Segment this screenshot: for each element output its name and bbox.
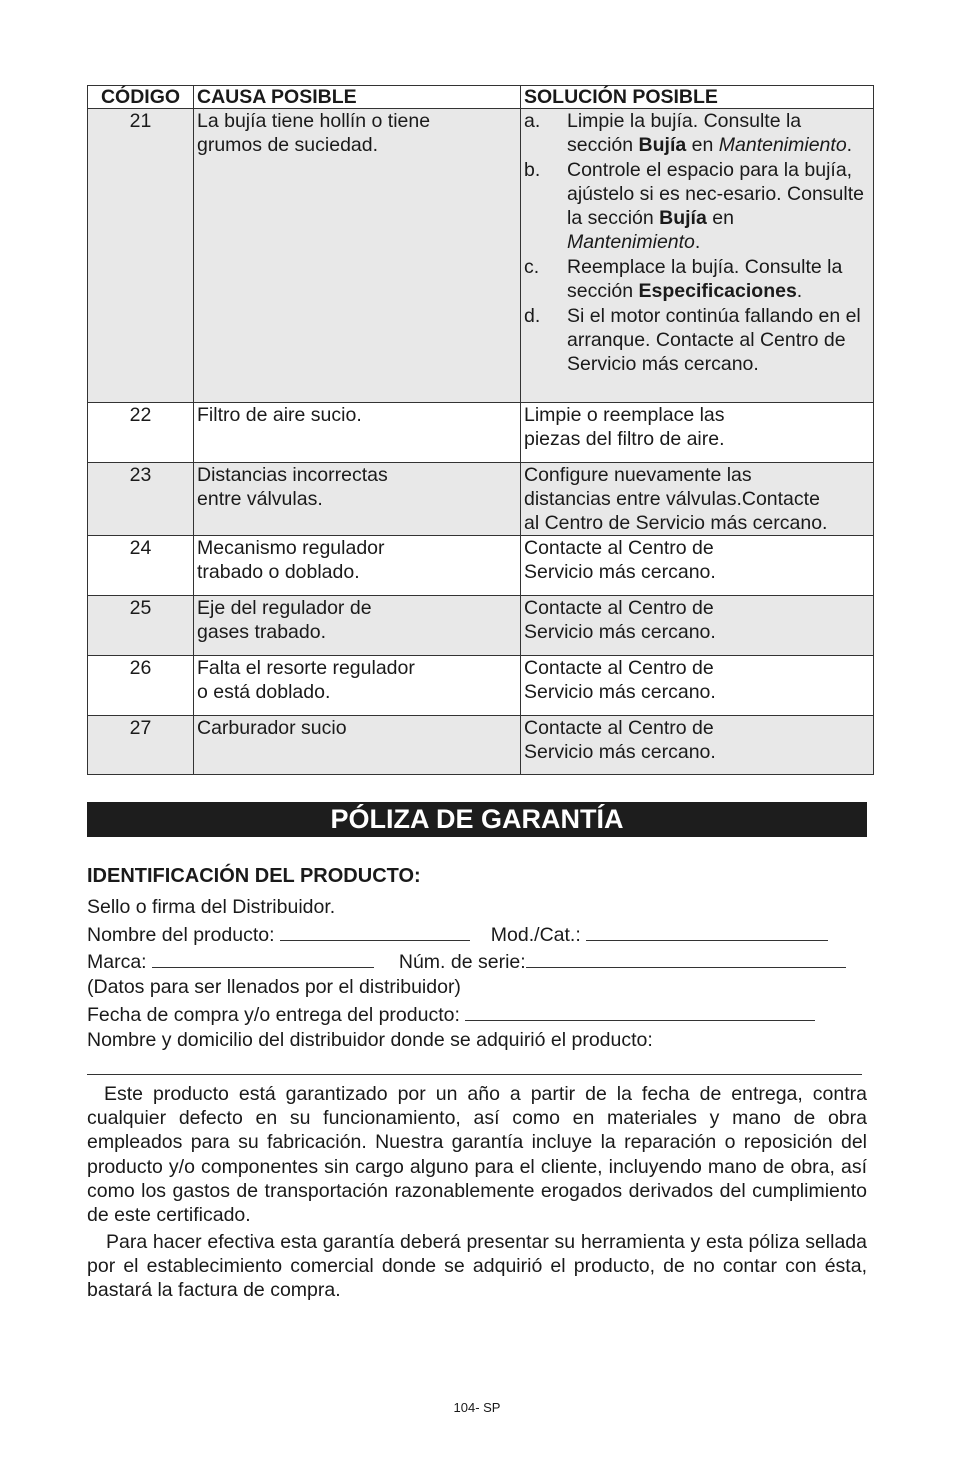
brand-field[interactable] xyxy=(152,949,374,968)
row-cause xyxy=(194,463,521,536)
brand-label: Marca: xyxy=(87,951,147,973)
cause-line: La bujía tiene hollín o tiene xyxy=(197,110,431,132)
serial-field[interactable] xyxy=(526,949,846,968)
solution-letter: c. xyxy=(524,256,540,278)
cause-line: o está doblado. xyxy=(197,681,331,703)
solution-line: distancias entre válvulas.Contacte xyxy=(524,488,820,510)
row-code: 27 xyxy=(88,716,194,775)
product-id-heading: IDENTIFICACIÓN DEL PRODUCTO: xyxy=(87,865,421,887)
row-cause xyxy=(194,536,521,596)
row-cause xyxy=(194,656,521,716)
solution-bold: Bujía xyxy=(638,134,687,156)
serial-label: Núm. de serie: xyxy=(398,951,526,973)
cause-line: Falta el resorte regulador xyxy=(197,657,415,679)
model-label: Mod./Cat.: xyxy=(490,924,581,946)
row-cause xyxy=(194,403,521,463)
solution-text-part: Reemplace la bujía. Consulte la sección xyxy=(567,256,843,302)
solution-item xyxy=(524,158,870,254)
row-code: 25 xyxy=(88,596,194,656)
solution-text-part: en xyxy=(706,207,734,229)
table-row xyxy=(88,596,874,656)
table-row xyxy=(88,656,874,716)
product-name-label: Nombre del producto: xyxy=(87,924,275,946)
model-field[interactable] xyxy=(586,922,828,941)
row-cause xyxy=(194,596,521,656)
solution-item xyxy=(524,109,870,157)
purchase-date-field[interactable] xyxy=(465,1002,815,1021)
dealer-field[interactable] xyxy=(87,1074,862,1075)
solution-text xyxy=(567,158,870,254)
solution-text: Si el motor continúa fallando en el arranque. Contacte al Centro de Servicio más cercano. xyxy=(567,305,861,375)
cause-line: gases trabado. xyxy=(197,621,327,643)
dealer-line xyxy=(87,1028,862,1052)
solution-line: Servicio más cercano. xyxy=(524,741,716,763)
solution-text xyxy=(567,109,870,157)
solution-line: al Centro de Servicio más cercano. xyxy=(524,512,828,534)
solution-text-part: . xyxy=(796,280,803,302)
dealer-label: Nombre y domicilio del distribuidor donde se adquirió el producto: xyxy=(87,1029,653,1051)
product-name-field[interactable] xyxy=(280,922,470,941)
row-code: 24 xyxy=(88,536,194,596)
table-row xyxy=(88,109,874,403)
solution-item xyxy=(524,255,870,303)
row-solution xyxy=(521,463,874,536)
solution-text xyxy=(567,255,870,303)
row-solution xyxy=(521,536,874,596)
row-cause xyxy=(194,716,521,775)
solution-line: Servicio más cercano. xyxy=(524,621,716,643)
solution-text-part: Controle el espacio para la bujía, ajústelo si es nec-esario. Consulte la sección xyxy=(567,159,864,229)
row-solution xyxy=(521,596,874,656)
solution-bold: Especificaciones xyxy=(638,280,797,302)
solution-text-part: Limpie la bujía. Consulte la sección xyxy=(567,110,802,156)
seal-line xyxy=(87,895,862,919)
solution-letter: b. xyxy=(524,159,541,181)
solution-bold: Bujía xyxy=(659,207,707,229)
seal-label: Sello o firma del Distribuidor. xyxy=(87,896,336,918)
table-row xyxy=(88,716,874,775)
solution-italic: Mantenimiento xyxy=(567,231,695,253)
row-code: 22 xyxy=(88,403,194,463)
solution-text-part: en xyxy=(686,134,719,156)
header-cause: CAUSA POSIBLE xyxy=(194,86,521,109)
cause-line: Filtro de aire sucio. xyxy=(197,404,362,426)
header-solution: SOLUCIÓN POSIBLE xyxy=(521,86,874,109)
solution-line: Contacte al Centro de xyxy=(524,537,714,559)
header-code: CÓDIGO xyxy=(88,86,194,109)
row-cause xyxy=(194,109,521,403)
warranty-paragraph-2: Para hacer efectiva esta garantía deberá presentar su herramienta y esta póliza sellada por el establecimiento comercial donde se adquirió el producto, de no contar con ésta, bastará la factura de compra. xyxy=(87,1231,867,1302)
page-number: 104- SP xyxy=(453,1400,501,1415)
cause-line: grumos de suciedad. xyxy=(197,134,379,156)
cause-line: Carburador sucio xyxy=(197,717,347,739)
troubleshooting-table-wrap xyxy=(87,85,873,775)
solution-line: piezas del filtro de aire. xyxy=(524,428,725,450)
table-row xyxy=(88,536,874,596)
solution-line: Contacte al Centro de xyxy=(524,717,714,739)
solution-item xyxy=(524,304,870,376)
cause-line: Distancias incorrectas xyxy=(197,464,388,486)
solution-letter: a. xyxy=(524,110,541,132)
row-solution xyxy=(521,716,874,775)
solution-letter: d. xyxy=(524,305,541,327)
warranty-title-banner: PÓLIZA DE GARANTÍA xyxy=(87,802,867,837)
row-code: 23 xyxy=(88,463,194,536)
row-solution xyxy=(521,403,874,463)
solution-line: Limpie o reemplace las xyxy=(524,404,725,426)
purchase-date-line xyxy=(87,1002,862,1027)
cause-line: entre válvulas. xyxy=(197,488,323,510)
solution-line: Contacte al Centro de xyxy=(524,657,714,679)
table-row xyxy=(88,403,874,463)
solution-italic: Mantenimiento xyxy=(718,134,847,156)
brand-line xyxy=(87,949,862,974)
cause-line: Mecanismo regulador xyxy=(197,537,385,559)
cause-line: Eje del regulador de xyxy=(197,597,372,619)
solution-line: Servicio más cercano. xyxy=(524,681,716,703)
cause-line: trabado o doblado. xyxy=(197,561,360,583)
solution-line: Configure nuevamente las xyxy=(524,464,752,486)
row-solution xyxy=(521,109,874,403)
solution-line: Servicio más cercano. xyxy=(524,561,716,583)
product-name-line xyxy=(87,922,862,947)
row-code: 26 xyxy=(88,656,194,716)
filled-by-line xyxy=(87,975,862,999)
table-header-row xyxy=(88,86,874,109)
row-code: 21 xyxy=(88,109,194,403)
row-solution xyxy=(521,656,874,716)
filled-by-note: (Datos para ser llenados por el distribuidor) xyxy=(87,976,461,998)
solution-text-part: . xyxy=(846,134,853,156)
solution-line: Contacte al Centro de xyxy=(524,597,714,619)
table-row xyxy=(88,463,874,536)
troubleshooting-table xyxy=(87,85,874,775)
purchase-date-label: Fecha de compra y/o entrega del producto: xyxy=(87,1004,460,1026)
solution-text-part: . xyxy=(694,231,701,253)
warranty-paragraph-1: Este producto está garantizado por un año a partir de la fecha de entrega, contra cualquier defecto en su funcionamiento, así como en materiales y mano de obra empleados para su fabricación. Nuestra garantía incluye la reparación o reposición del producto y/o componentes sin cargo alguno para el cliente, incluyendo mano de obra, así como los gastos de transportación razonablemente erogados derivados del cumplimiento de este certificado. xyxy=(87,1083,867,1227)
